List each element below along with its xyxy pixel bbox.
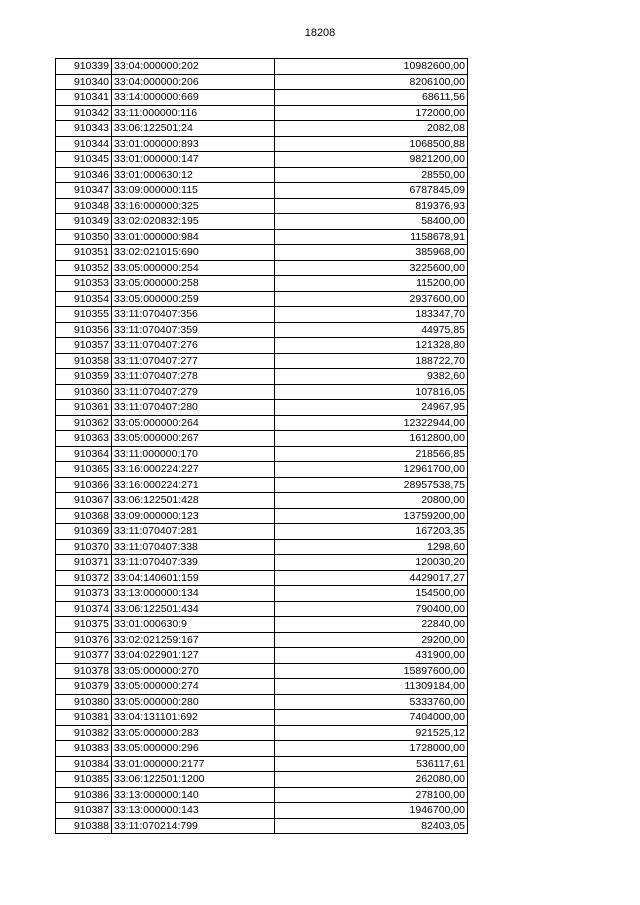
- row-id-cell: 910369: [56, 524, 112, 540]
- table-row: [56, 601, 468, 617]
- table-row: [56, 539, 468, 555]
- cadastral-number-cell: 33:01:000000:984: [112, 229, 275, 245]
- cadastral-value-cell: 10982600,00: [275, 59, 468, 75]
- table-row: [56, 694, 468, 710]
- cadastral-value-cell: 536117,61: [275, 756, 468, 772]
- row-id-cell: 910360: [56, 384, 112, 400]
- row-id-cell: 910344: [56, 136, 112, 152]
- cadastral-value-cell: 12961700,00: [275, 462, 468, 478]
- cadastral-number-cell: 33:02:021259:167: [112, 632, 275, 648]
- cadastral-number-cell: 33:11:070407:279: [112, 384, 275, 400]
- table-row: [56, 741, 468, 757]
- cadastral-number-cell: 33:01:000000:893: [112, 136, 275, 152]
- table-row: [56, 198, 468, 214]
- table-row: [56, 136, 468, 152]
- row-id-cell: 910363: [56, 431, 112, 447]
- row-id-cell: 910353: [56, 276, 112, 292]
- cadastral-number-cell: 33:13:000000:134: [112, 586, 275, 602]
- table-row: [56, 229, 468, 245]
- table-row: [56, 260, 468, 276]
- table-row: [56, 508, 468, 524]
- row-id-cell: 910359: [56, 369, 112, 385]
- table-row: [56, 276, 468, 292]
- cadastral-number-cell: 33:16:000224:227: [112, 462, 275, 478]
- table-row: [56, 338, 468, 354]
- cadastral-number-cell: 33:11:070407:356: [112, 307, 275, 323]
- row-id-cell: 910386: [56, 787, 112, 803]
- cadastral-number-cell: 33:04:140601:159: [112, 570, 275, 586]
- row-id-cell: 910385: [56, 772, 112, 788]
- row-id-cell: 910352: [56, 260, 112, 276]
- cadastral-value-cell: 7404000,00: [275, 710, 468, 726]
- table-row: [56, 787, 468, 803]
- cadastral-number-cell: 33:09:000000:123: [112, 508, 275, 524]
- row-id-cell: 910341: [56, 90, 112, 106]
- table-row: [56, 818, 468, 834]
- row-id-cell: 910357: [56, 338, 112, 354]
- cadastral-value-cell: 107816,05: [275, 384, 468, 400]
- table-row: [56, 59, 468, 75]
- row-id-cell: 910377: [56, 648, 112, 664]
- cadastral-value-cell: 28550,00: [275, 167, 468, 183]
- table-row: [56, 167, 468, 183]
- table-row: [56, 183, 468, 199]
- table-row: [56, 322, 468, 338]
- table-row: [56, 756, 468, 772]
- row-id-cell: 910348: [56, 198, 112, 214]
- cadastral-value-cell: 1158678,91: [275, 229, 468, 245]
- cadastral-value-cell: 28957538,75: [275, 477, 468, 493]
- cadastral-value-cell: 58400,00: [275, 214, 468, 230]
- cadastral-number-cell: 33:04:000000:202: [112, 59, 275, 75]
- row-id-cell: 910366: [56, 477, 112, 493]
- table-row: [56, 555, 468, 571]
- row-id-cell: 910340: [56, 74, 112, 90]
- cadastral-value-cell: 2082,08: [275, 121, 468, 137]
- cadastral-value-cell: 20800,00: [275, 493, 468, 509]
- cadastral-number-cell: 33:05:000000:259: [112, 291, 275, 307]
- row-id-cell: 910375: [56, 617, 112, 633]
- cadastral-number-cell: 33:16:000000:325: [112, 198, 275, 214]
- table-row: [56, 586, 468, 602]
- cadastral-number-cell: 33:13:000000:140: [112, 787, 275, 803]
- row-id-cell: 910342: [56, 105, 112, 121]
- cadastral-number-cell: 33:05:000000:264: [112, 415, 275, 431]
- cadastral-value-cell: 115200,00: [275, 276, 468, 292]
- cadastral-number-cell: 33:13:000000:143: [112, 803, 275, 819]
- table-body: [56, 59, 468, 834]
- row-id-cell: 910362: [56, 415, 112, 431]
- row-id-cell: 910361: [56, 400, 112, 416]
- cadastral-value-cell: 9382,60: [275, 369, 468, 385]
- cadastral-value-cell: 218566,85: [275, 446, 468, 462]
- table-row: [56, 663, 468, 679]
- cadastral-number-cell: 33:11:000000:170: [112, 446, 275, 462]
- cadastral-number-cell: 33:11:070407:359: [112, 322, 275, 338]
- cadastral-number-cell: 33:05:000000:274: [112, 679, 275, 695]
- cadastral-value-cell: 172000,00: [275, 105, 468, 121]
- table-row: [56, 152, 468, 168]
- row-id-cell: 910345: [56, 152, 112, 168]
- cadastral-value-cell: 5333760,00: [275, 694, 468, 710]
- row-id-cell: 910373: [56, 586, 112, 602]
- row-id-cell: 910347: [56, 183, 112, 199]
- cadastral-value-cell: 2937600,00: [275, 291, 468, 307]
- cadastral-number-cell: 33:11:070407:277: [112, 353, 275, 369]
- table-row: [56, 121, 468, 137]
- cadastral-number-cell: 33:02:020832:195: [112, 214, 275, 230]
- cadastral-value-cell: 1068500,88: [275, 136, 468, 152]
- table-row: [56, 725, 468, 741]
- cadastral-number-cell: 33:05:000000:296: [112, 741, 275, 757]
- cadastral-number-cell: 33:06:122501:428: [112, 493, 275, 509]
- cadastral-value-cell: 431900,00: [275, 648, 468, 664]
- cadastral-number-cell: 33:05:000000:254: [112, 260, 275, 276]
- cadastral-number-cell: 33:05:000000:283: [112, 725, 275, 741]
- table-row: [56, 524, 468, 540]
- row-id-cell: 910356: [56, 322, 112, 338]
- table-row: [56, 570, 468, 586]
- table-row: [56, 307, 468, 323]
- cadastral-number-cell: 33:05:000000:280: [112, 694, 275, 710]
- row-id-cell: 910387: [56, 803, 112, 819]
- row-id-cell: 910370: [56, 539, 112, 555]
- cadastral-number-cell: 33:02:021015:690: [112, 245, 275, 261]
- cadastral-value-cell: 278100,00: [275, 787, 468, 803]
- cadastral-value-cell: 3225600,00: [275, 260, 468, 276]
- cadastral-number-cell: 33:01:000000:2177: [112, 756, 275, 772]
- cadastral-value-cell: 1728000,00: [275, 741, 468, 757]
- cadastral-value-cell: 8206100,00: [275, 74, 468, 90]
- table-row: [56, 617, 468, 633]
- cadastral-value-cell: 82403,05: [275, 818, 468, 834]
- table-row: [56, 772, 468, 788]
- cadastral-value-cell: 68611,56: [275, 90, 468, 106]
- cadastral-value-cell: 4429017,27: [275, 570, 468, 586]
- row-id-cell: 910339: [56, 59, 112, 75]
- row-id-cell: 910378: [56, 663, 112, 679]
- table-row: [56, 493, 468, 509]
- row-id-cell: 910381: [56, 710, 112, 726]
- cadastral-value-cell: 121328,80: [275, 338, 468, 354]
- cadastral-value-cell: 9821200,00: [275, 152, 468, 168]
- row-id-cell: 910383: [56, 741, 112, 757]
- row-id-cell: 910368: [56, 508, 112, 524]
- cadastral-value-cell: 44975,85: [275, 322, 468, 338]
- cadastral-value-cell: 819376,93: [275, 198, 468, 214]
- row-id-cell: 910364: [56, 446, 112, 462]
- cadastral-value-cell: 154500,00: [275, 586, 468, 602]
- row-id-cell: 910354: [56, 291, 112, 307]
- table-row: [56, 353, 468, 369]
- cadastral-value-cell: 183347,70: [275, 307, 468, 323]
- cadastral-number-cell: 33:01:000000:147: [112, 152, 275, 168]
- row-id-cell: 910371: [56, 555, 112, 571]
- row-id-cell: 910374: [56, 601, 112, 617]
- row-id-cell: 910343: [56, 121, 112, 137]
- table-row: [56, 400, 468, 416]
- cadastral-value-cell: 921525,12: [275, 725, 468, 741]
- row-id-cell: 910388: [56, 818, 112, 834]
- cadastral-number-cell: 33:11:000000:116: [112, 105, 275, 121]
- cadastral-number-cell: 33:11:070407:278: [112, 369, 275, 385]
- cadastral-number-cell: 33:11:070407:281: [112, 524, 275, 540]
- cadastral-value-cell: 167203,35: [275, 524, 468, 540]
- row-id-cell: 910365: [56, 462, 112, 478]
- row-id-cell: 910346: [56, 167, 112, 183]
- cadastral-number-cell: 33:11:070407:339: [112, 555, 275, 571]
- cadastral-value-cell: 24967,95: [275, 400, 468, 416]
- cadastral-number-cell: 33:05:000000:258: [112, 276, 275, 292]
- cadastral-value-cell: 11309184,00: [275, 679, 468, 695]
- cadastral-value-cell: 1946700,00: [275, 803, 468, 819]
- row-id-cell: 910380: [56, 694, 112, 710]
- table-row: [56, 431, 468, 447]
- cadastral-value-cell: 6787845,09: [275, 183, 468, 199]
- cadastral-number-cell: 33:11:070407:338: [112, 539, 275, 555]
- table-row: [56, 291, 468, 307]
- cadastral-number-cell: 33:14:000000:669: [112, 90, 275, 106]
- cadastral-number-cell: 33:16:000224:271: [112, 477, 275, 493]
- table-row: [56, 648, 468, 664]
- cadastral-value-cell: 262080,00: [275, 772, 468, 788]
- table-row: [56, 477, 468, 493]
- table-row: [56, 803, 468, 819]
- cadastral-value-cell: 15897600,00: [275, 663, 468, 679]
- cadastral-number-cell: 33:11:070407:280: [112, 400, 275, 416]
- cadastral-number-cell: 33:06:122501:434: [112, 601, 275, 617]
- table-row: [56, 74, 468, 90]
- table-row: [56, 679, 468, 695]
- cadastral-value-cell: 1612800,00: [275, 431, 468, 447]
- cadastral-value-cell: 1298,60: [275, 539, 468, 555]
- cadastral-number-cell: 33:01:000630:12: [112, 167, 275, 183]
- page-number: 18208: [304, 27, 336, 39]
- row-id-cell: 910350: [56, 229, 112, 245]
- cadastral-number-cell: 33:11:070407:276: [112, 338, 275, 354]
- row-id-cell: 910367: [56, 493, 112, 509]
- cadastral-number-cell: 33:11:070214:799: [112, 818, 275, 834]
- row-id-cell: 910372: [56, 570, 112, 586]
- table-row: [56, 214, 468, 230]
- cadastral-number-cell: 33:06:122501:24: [112, 121, 275, 137]
- row-id-cell: 910358: [56, 353, 112, 369]
- table-row: [56, 369, 468, 385]
- cadastral-value-table: [55, 58, 468, 834]
- cadastral-value-cell: 12322944,00: [275, 415, 468, 431]
- cadastral-value-cell: 790400,00: [275, 601, 468, 617]
- table-row: [56, 415, 468, 431]
- cadastral-number-cell: 33:06:122501:1200: [112, 772, 275, 788]
- table-row: [56, 462, 468, 478]
- row-id-cell: 910349: [56, 214, 112, 230]
- row-id-cell: 910379: [56, 679, 112, 695]
- row-id-cell: 910376: [56, 632, 112, 648]
- table-row: [56, 384, 468, 400]
- cadastral-value-cell: 13759200,00: [275, 508, 468, 524]
- table-row: [56, 90, 468, 106]
- row-id-cell: 910384: [56, 756, 112, 772]
- table-row: [56, 710, 468, 726]
- cadastral-value-cell: 29200,00: [275, 632, 468, 648]
- cadastral-value-cell: 385968,00: [275, 245, 468, 261]
- table-row: [56, 105, 468, 121]
- table-row: [56, 245, 468, 261]
- cadastral-value-cell: 120030,20: [275, 555, 468, 571]
- row-id-cell: 910355: [56, 307, 112, 323]
- cadastral-value-cell: 188722,70: [275, 353, 468, 369]
- row-id-cell: 910351: [56, 245, 112, 261]
- table-row: [56, 632, 468, 648]
- row-id-cell: 910382: [56, 725, 112, 741]
- cadastral-number-cell: 33:01:000630:9: [112, 617, 275, 633]
- cadastral-number-cell: 33:04:000000:206: [112, 74, 275, 90]
- cadastral-number-cell: 33:04:131101:692: [112, 710, 275, 726]
- cadastral-number-cell: 33:09:000000:115: [112, 183, 275, 199]
- cadastral-value-cell: 22840,00: [275, 617, 468, 633]
- cadastral-number-cell: 33:05:000000:267: [112, 431, 275, 447]
- cadastral-number-cell: 33:04:022901:127: [112, 648, 275, 664]
- cadastral-number-cell: 33:05:000000:270: [112, 663, 275, 679]
- table-row: [56, 446, 468, 462]
